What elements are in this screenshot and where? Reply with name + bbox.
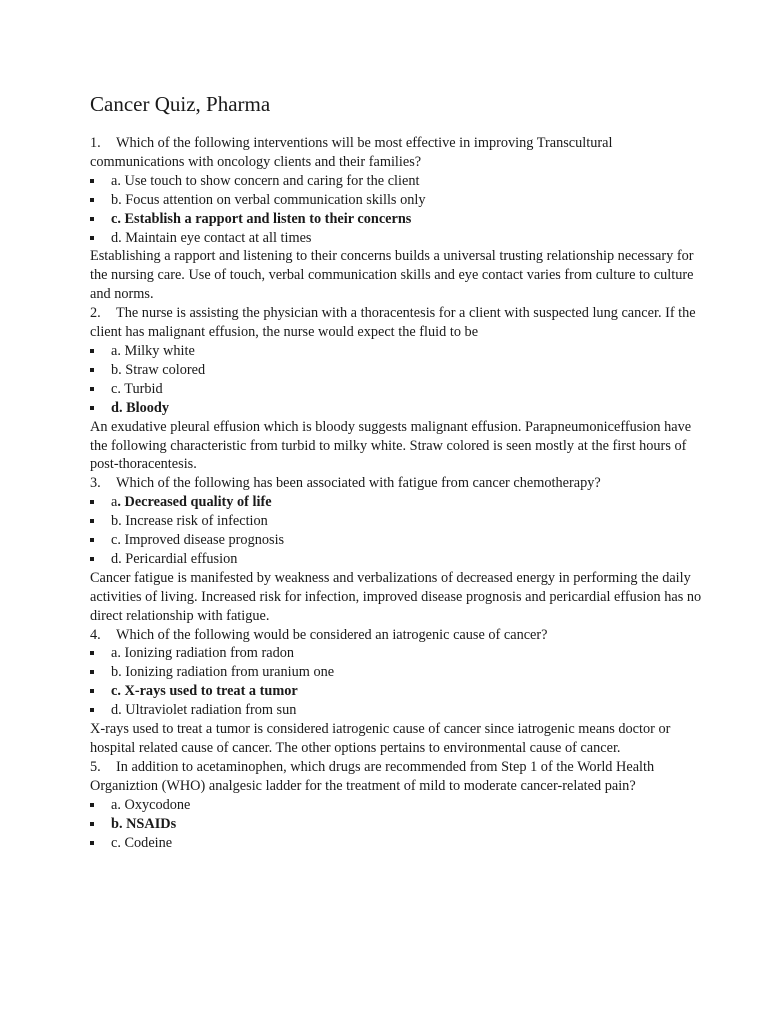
answer-option-rest: . Decreased quality of life: [117, 494, 272, 511]
answer-option: [90, 796, 708, 815]
answer-option-text: d. Ultraviolet radiation from sun: [111, 702, 297, 719]
answer-option: [90, 701, 708, 720]
answer-option-correct: [90, 210, 708, 229]
question-text: [90, 304, 708, 342]
square-bullet-icon: [90, 179, 94, 183]
answer-option-text: b. Ionizing radiation from uranium one: [111, 664, 335, 681]
square-bullet-icon: [90, 500, 94, 504]
answer-option-text: a. Use touch to show concern and caring for the client: [111, 172, 420, 189]
question-text: [90, 134, 708, 172]
square-bullet-icon: [90, 538, 94, 542]
question-stem: In addition to acetaminophen, which drugs are recommended from Step 1 of the World Health Organiztion (WHO) analgesic ladder for the treatment of mild to moderate cancer-related pain?: [90, 758, 655, 794]
square-bullet-icon: [90, 198, 94, 202]
answer-option-text: b. Increase risk of infection: [111, 513, 268, 530]
square-bullet-icon: [90, 368, 94, 372]
answer-option-text: c. X-rays used to treat a tumor: [111, 683, 298, 700]
answer-option-text: c. Codeine: [111, 834, 173, 851]
question-block: [90, 626, 708, 758]
square-bullet-icon: [90, 519, 94, 523]
question-text: [90, 758, 708, 796]
answer-option: [90, 644, 708, 663]
question-block: [90, 134, 708, 304]
answer-option: [90, 512, 708, 531]
question-text: [90, 474, 708, 493]
answer-option: [90, 531, 708, 550]
question-number: 1.: [90, 135, 101, 151]
square-bullet-icon: [90, 841, 94, 845]
question-text: [90, 626, 708, 645]
answer-option-correct: [90, 815, 708, 834]
square-bullet-icon: [90, 217, 94, 221]
square-bullet-icon: [90, 708, 94, 712]
answer-option: [90, 361, 708, 380]
answer-option: [90, 550, 708, 569]
square-bullet-icon: [90, 689, 94, 693]
answer-options: [90, 796, 708, 853]
answer-options: [90, 172, 708, 248]
question-stem: The nurse is assisting the physician with a thoracentesis for a client with suspected lung cancer. If the client has malignant effusion, the nurse would expect the fluid to be: [90, 305, 696, 341]
square-bullet-icon: [90, 822, 94, 826]
answer-option: [90, 834, 708, 853]
answer-option-text: [111, 494, 272, 510]
question-number: 2.: [90, 305, 101, 322]
answer-option-text: c. Turbid: [111, 380, 163, 397]
answer-options: [90, 493, 708, 569]
answer-option-letter: a: [111, 494, 118, 511]
answer-option: [90, 172, 708, 191]
question-stem: Which of the following would be considered an iatrogenic cause of cancer?: [116, 626, 548, 643]
answer-option-text: d. Bloody: [111, 399, 170, 416]
answer-option: [90, 229, 708, 248]
square-bullet-icon: [90, 803, 94, 807]
answer-option: [90, 342, 708, 361]
answer-option-text: b. Straw colored: [111, 361, 206, 378]
square-bullet-icon: [90, 349, 94, 353]
answer-option-text: a. Ionizing radiation from radon: [111, 645, 295, 662]
answer-explanation: Establishing a rapport and listening to their concerns builds a universal trusting relationship necessary for the nursing care. Use of touch, verbal communication skills and eye contact varies from culture to culture and norms.: [90, 248, 694, 303]
answer-option-text: d. Maintain eye contact at all times: [111, 229, 312, 246]
document-title: Cancer Quiz, Pharma: [90, 92, 271, 116]
answer-option-text: b. Focus attention on verbal communication skills only: [111, 191, 426, 208]
answer-option-correct: [90, 682, 708, 701]
answer-option-text: c. Improved disease prognosis: [111, 532, 285, 549]
answer-option-text: b. NSAIDs: [111, 815, 177, 832]
answer-options: [90, 644, 708, 720]
answer-option: [90, 191, 708, 210]
answer-explanation: An exudative pleural effusion which is bloody suggests malignant effusion. Parapneumoniceffusion have the following characteristic from turbid to milky white. Straw colored is seen mostly at the first hours of post-thoracentesis.: [90, 418, 692, 473]
answer-option-correct: [90, 399, 708, 418]
answer-options: [90, 342, 708, 418]
question-block: [90, 304, 708, 474]
answer-explanation: Cancer fatigue is manifested by weakness and verbalizations of decreased energy in performing the daily activities of living. Increased risk for infection, improved disease prognosis and pericardial effusion has no direct relationship with fatigue.: [90, 569, 702, 624]
square-bullet-icon: [90, 651, 94, 655]
square-bullet-icon: [90, 557, 94, 561]
square-bullet-icon: [90, 406, 94, 410]
answer-explanation: X-rays used to treat a tumor is considered iatrogenic cause of cancer since iatrogenic means doctor or hospital related cause of cancer. The other options pertains to environmental cause of cancer.: [90, 721, 671, 756]
question-block: [90, 758, 708, 853]
answer-option-correct: [90, 493, 708, 512]
question-number: 4.: [90, 626, 101, 643]
question-stem: Which of the following interventions will be most effective in improving Transcultural communications with oncology clients and their families?: [90, 135, 613, 170]
answer-option-text: c. Establish a rapport and listen to their concerns: [111, 210, 412, 227]
answer-option-text: a. Oxycodone: [111, 796, 191, 813]
square-bullet-icon: [90, 236, 94, 240]
square-bullet-icon: [90, 670, 94, 674]
answer-option-text: a. Milky white: [111, 342, 195, 359]
answer-option: [90, 663, 708, 682]
question-stem: Which of the following has been associated with fatigue from cancer chemotherapy?: [116, 475, 601, 492]
answer-option-text: d. Pericardial effusion: [111, 550, 238, 567]
question-number: 3.: [90, 475, 101, 492]
quiz-content: [90, 134, 708, 852]
square-bullet-icon: [90, 387, 94, 391]
question-block: [90, 474, 708, 625]
question-number: 5.: [90, 758, 101, 775]
answer-option: [90, 380, 708, 399]
